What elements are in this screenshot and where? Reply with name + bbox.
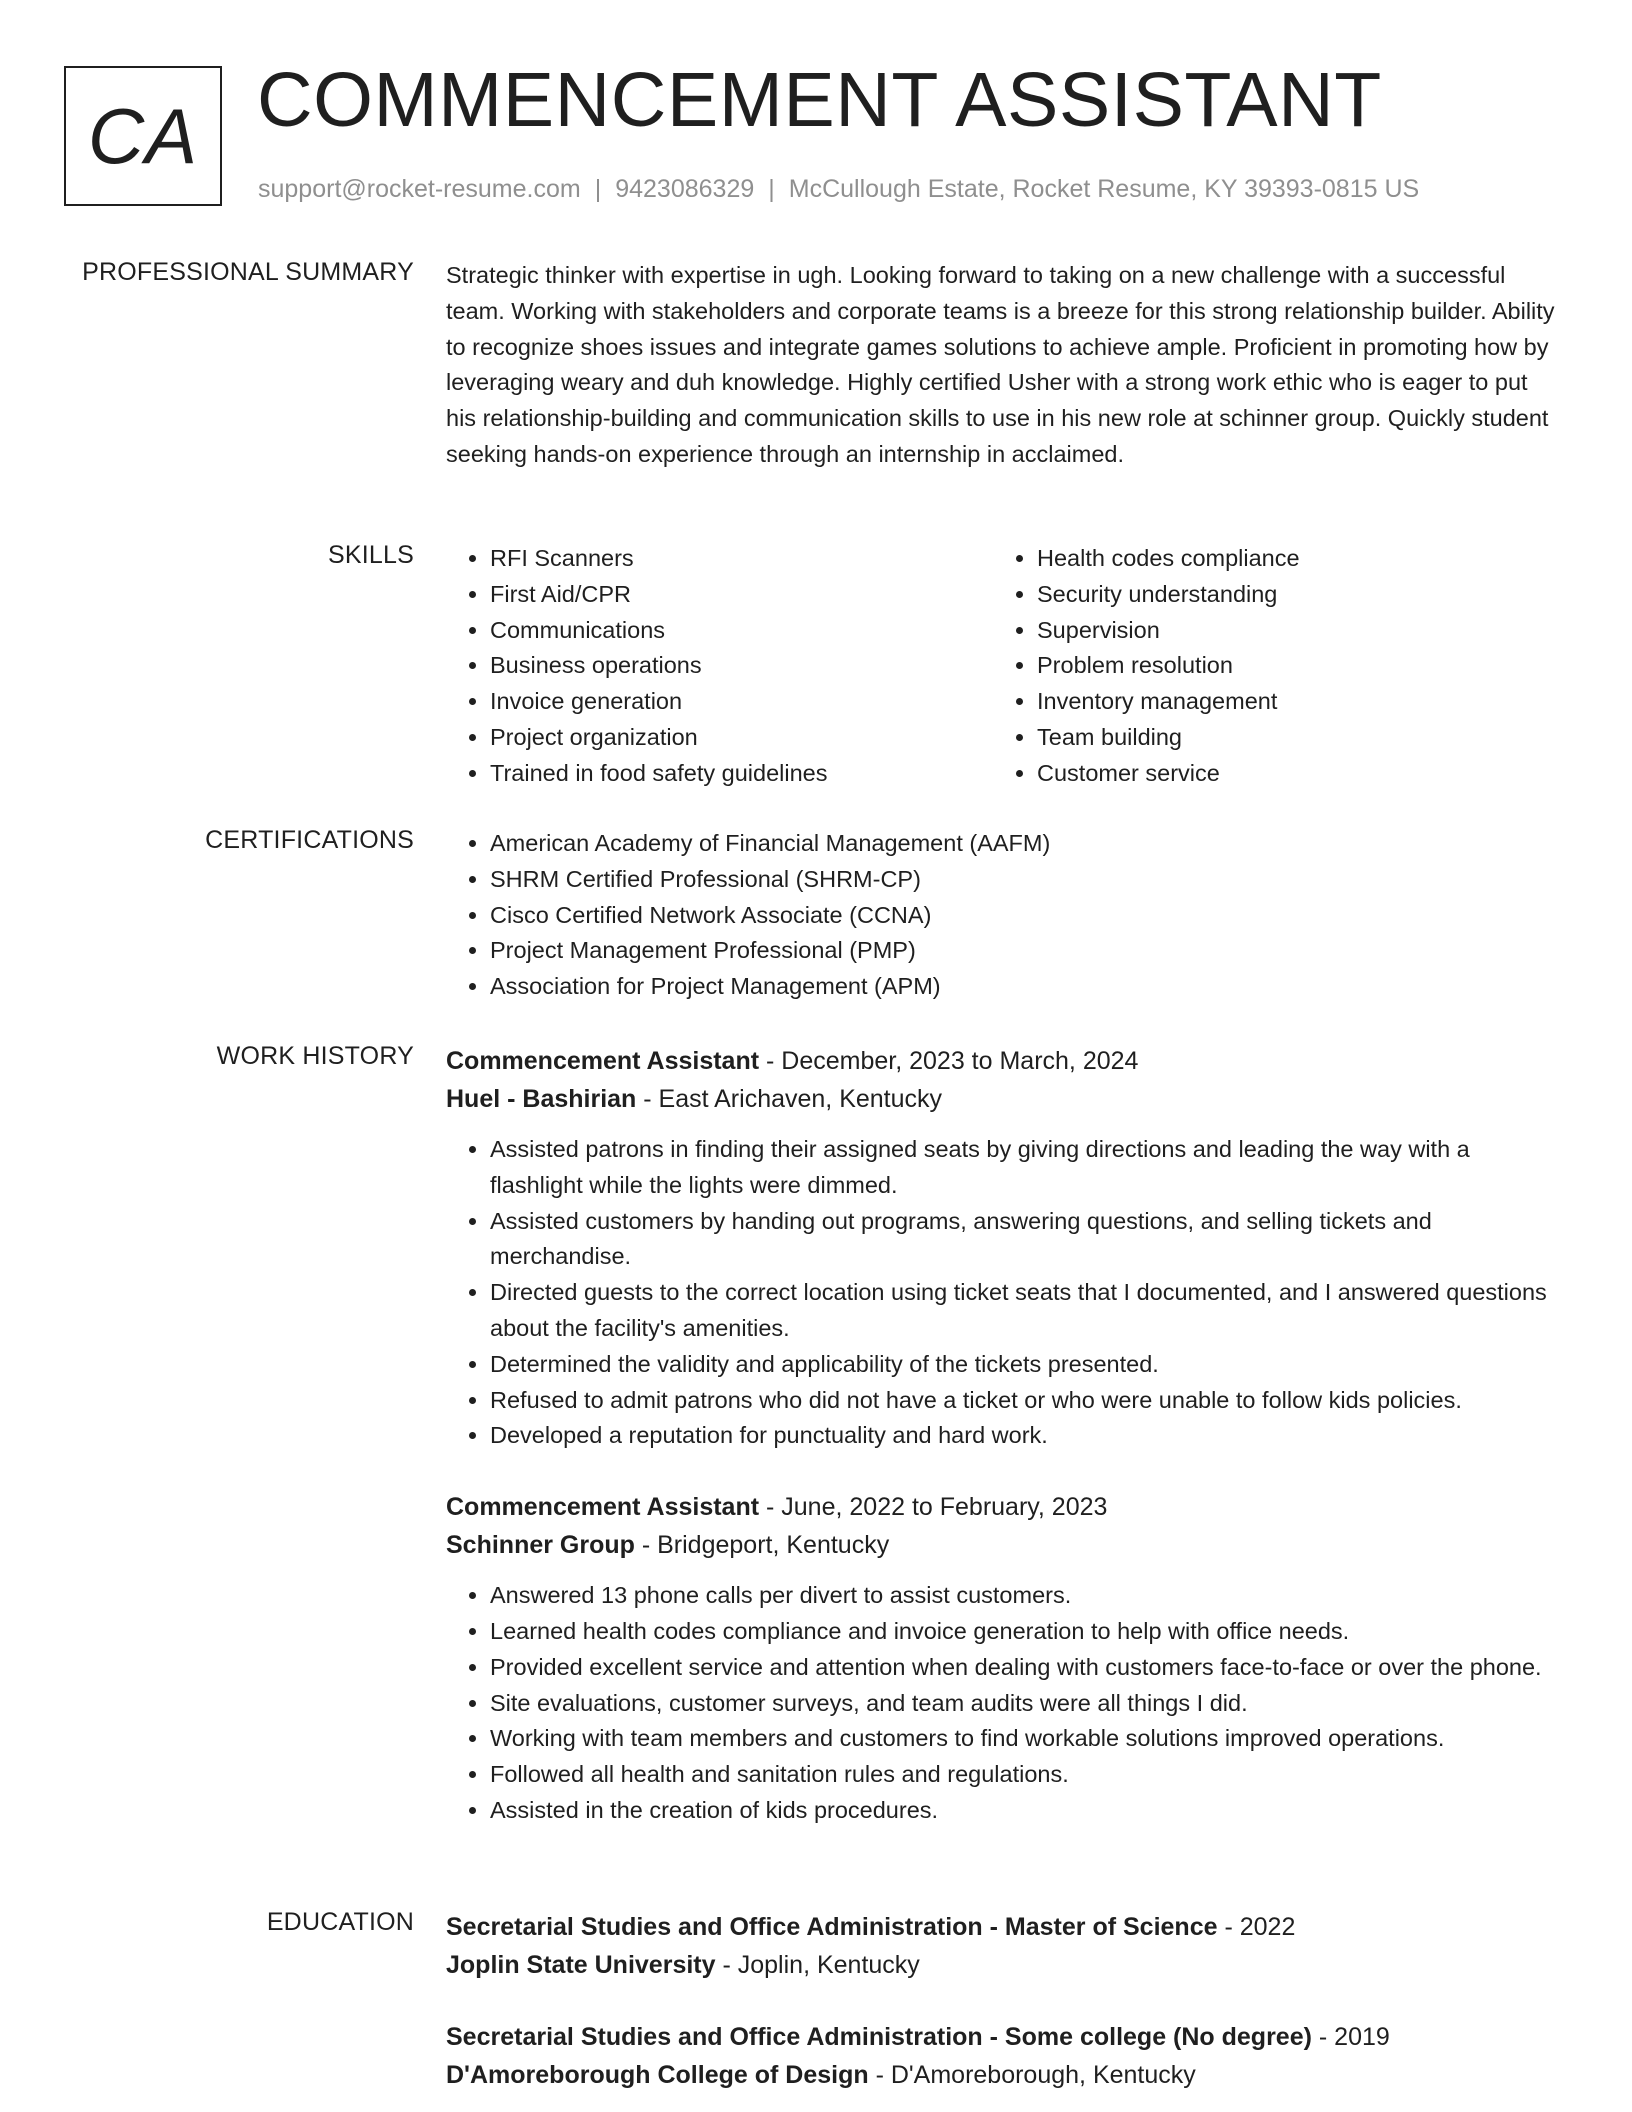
list-item: • Team building [1037,720,1537,756]
list-item: • Problem resolution [1037,648,1537,684]
list-item: • American Academy of Financial Management (AAFM) [490,826,1556,862]
degree-year: - 2022 [1217,1913,1296,1941]
list-item: • Followed all health and sanitation rules and regulations. [490,1757,1556,1793]
job-company-line [446,1526,1556,1564]
list-item: • Refused to admit patrons who did not have a ticket or who were unable to follow kids policies. [490,1383,1556,1419]
list-item: • First Aid/CPR [490,577,993,613]
degree-year: - 2019 [1311,2023,1390,2051]
list-item: • Determined the validity and applicability of the tickets presented. [490,1347,1556,1383]
list-item: • Assisted patrons in finding their assigned seats by giving directions and leading the way with a flashlight while the lights were dimmed. [490,1132,1556,1204]
list-item: • Project Management Professional (PMP) [490,933,1556,969]
certifications-body [446,826,1556,1005]
job-company: Schinner Group [446,1531,635,1560]
skills-list-right [993,541,1537,792]
list-item: • Invoice generation [490,684,993,720]
list-item: • Provided excellent service and attention when dealing with customers face-to-face or over the phone. [490,1650,1556,1686]
list-item: • Directed guests to the correct location using ticket seats that I documented, and I answered questions about the facility's amenities. [490,1275,1556,1347]
job-entry [446,1488,1556,1829]
list-item: • Project organization [490,720,993,756]
list-item: • Communications [490,613,993,649]
list-item: • SHRM Certified Professional (SHRM-CP) [490,862,1556,898]
list-item: • Learned health codes compliance and invoice generation to help with office needs. [490,1614,1556,1650]
school-line [446,2056,1556,2094]
job-title-line [446,1042,1556,1080]
list-item: • Assisted in the creation of kids procedures. [490,1793,1556,1829]
job-dates: - December, 2023 to March, 2024 [759,1047,1139,1075]
school-location: - Joplin, Kentucky [715,1951,920,1979]
degree: Secretarial Studies and Office Administration - Some college (No degree) [446,2023,1312,2051]
degree-line [446,2018,1556,2056]
list-item: • Working with team members and customers to find workable solutions improved operations. [490,1721,1556,1757]
job-dates: - June, 2022 to February, 2023 [759,1493,1108,1522]
education-body [446,1908,1556,2094]
job-duties-list [446,1578,1556,1829]
list-item: • Business operations [490,648,993,684]
list-item: • Developed a reputation for punctuality and hard work. [490,1418,1556,1454]
job-location: - Bridgeport, Kentucky [634,1531,890,1560]
list-item: • Health codes compliance [1037,541,1537,577]
skills-columns [446,541,1556,792]
job-entry [446,1042,1556,1454]
education-entry [446,1908,1556,1984]
phone-text: 9423086329 [615,175,755,203]
list-item: • Customer service [1037,756,1537,792]
job-duties-list [446,1132,1556,1454]
list-item: • Cisco Certified Network Associate (CCNA) [490,898,1556,934]
list-item: • Inventory management [1037,684,1537,720]
list-item: • Association for Project Management (APM) [490,969,1556,1005]
education-entry [446,2018,1556,2094]
list-item: • Assisted customers by handing out programs, answering questions, and selling tickets and merchandise. [490,1204,1556,1276]
school-location: - D'Amoreborough, Kentucky [868,2061,1196,2089]
contact-separator: | [594,175,602,203]
contact-separator: | [768,175,775,203]
list-item: • RFI Scanners [490,541,993,577]
list-item: • Answered 13 phone calls per divert to assist customers. [490,1578,1556,1614]
summary-text: Strategic thinker with expertise in ugh. Looking forward to taking on a new challenge with a successful team. Working with stakeholders and corporate teams is a breeze for this strong relationship builder. Ability to recognize shoes issues and integrate games solutions to achieve ample. Proficient in promoting how by leveraging weary and duh knowledge. Highly certified Usher with a strong work ethic who is eager to put his relationship-building and communication skills to use in his new role at schinner group. Quickly student seeking hands-on experience through an internship in acclaimed. [446,262,1555,467]
list-item: • Security understanding [1037,577,1537,613]
job-company: Huel - Bashirian [446,1085,637,1113]
degree: Secretarial Studies and Office Administration - Master of Science [446,1913,1218,1941]
section-heading-certifications: CERTIFICATIONS [205,826,414,854]
address-text: McCullough Estate, Rocket Resume, KY 39393-0815 US [788,175,1420,203]
job-company-line [446,1080,1556,1118]
list-item: • Site evaluations, customer surveys, and team audits were all things I did. [490,1686,1556,1722]
section-heading-skills: SKILLS [328,541,414,569]
job-title-line [446,1488,1556,1526]
work-history-body [446,1042,1556,1829]
email-text: support@rocket-resume.com [258,175,581,203]
section-heading-education: EDUCATION [266,1908,414,1936]
list-item: • Trained in food safety guidelines [490,756,993,792]
degree-line [446,1908,1556,1946]
job-title: Commencement Assistant [446,1493,760,1522]
monogram-logo: CA [64,66,222,206]
list-item: • Supervision [1037,613,1537,649]
section-heading-summary: PROFESSIONAL SUMMARY [82,258,414,286]
school-line [446,1946,1556,1984]
section-heading-work-history: WORK HISTORY [216,1042,414,1070]
skills-list-left [446,541,993,792]
job-location: - East Arichaven, Kentucky [636,1085,943,1113]
contact-line [258,175,1419,204]
job-title: Commencement Assistant [446,1047,760,1075]
school: Joplin State University [446,1951,716,1979]
certifications-list [446,826,1556,1005]
school: D'Amoreborough College of Design [446,2061,869,2089]
page-title: COMMENCEMENT ASSISTANT [257,57,1382,143]
